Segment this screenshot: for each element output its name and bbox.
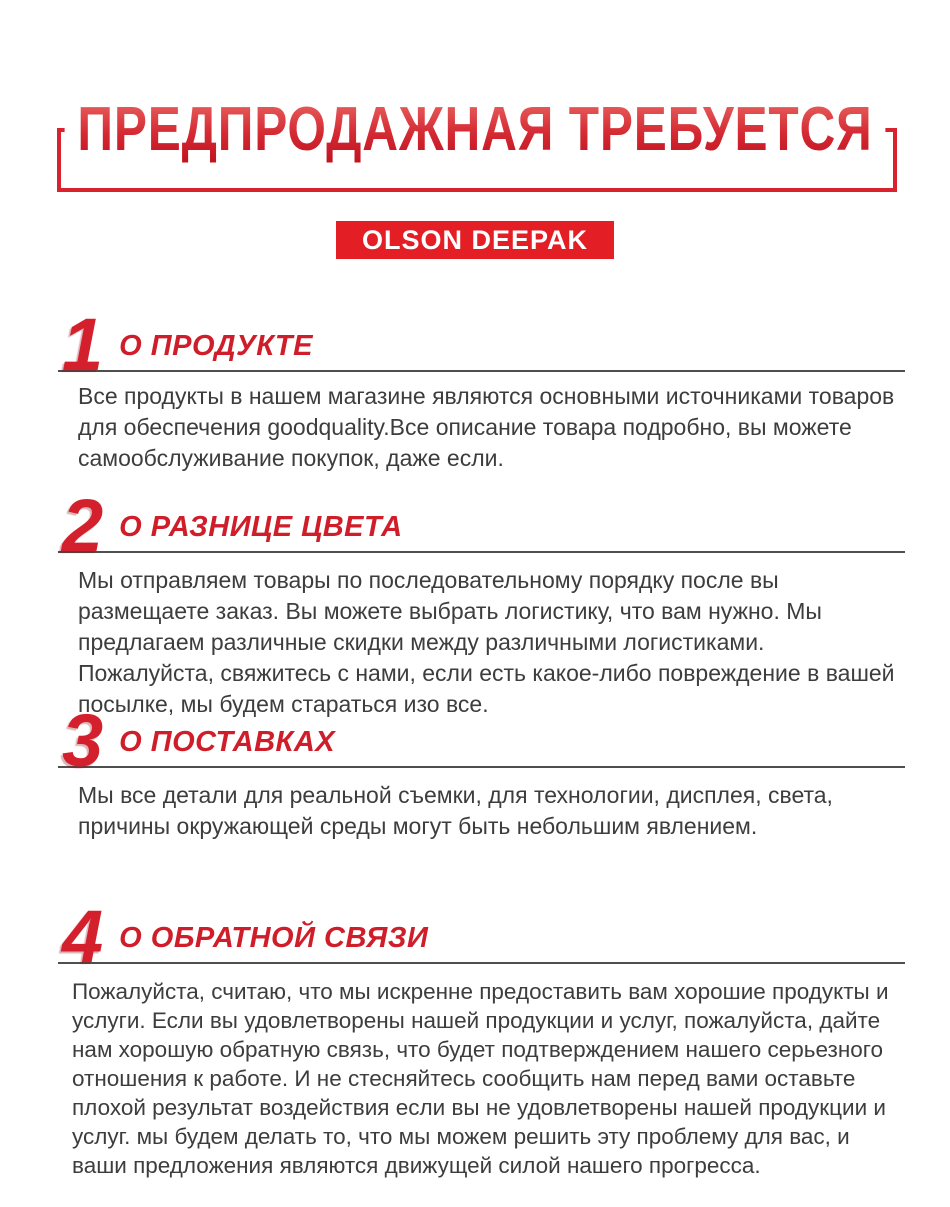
section-body: Мы отправляем товары по последовательному порядку после вы размещаете заказ. Вы можете выбрать логистику, что вам нужно. Мы предлагаем различные скидки между различными логистиками. Пожалуйста, свяжитесь с нами, если есть какое-либо повреждение в вашей посылке, мы будем стараться изо все.: [78, 567, 895, 717]
info-section: [58, 699, 905, 842]
section-number: 3: [62, 699, 104, 782]
info-section: [58, 895, 905, 1180]
section-number: 4: [62, 895, 104, 978]
section-header: [58, 303, 905, 386]
section-header: [58, 484, 905, 567]
section-heading: О ОБРАТНОЙ СВЯЗИ: [119, 922, 429, 954]
brand-badge: OLSON DEEPAK: [336, 221, 614, 259]
section-header: [58, 699, 905, 782]
section-body: Пожалуйста, считаю, что мы искренне предоставить вам хорошие продукты и услуги. Если вы удовлетворены нашей продукции и услуг, пожалуйста, дайте нам хорошую обратную связь, что будет подтверждением нашего серьезного отношения к работе. И не стесняйтесь сообщить нам перед вами оставьте плохой результат воздействия если вы не удовлетворены нашей продукции и услуг. мы будем делать то, что мы можем решить эту проблему для вас, и ваши предложения являются движущей силой нашего прогресса.: [72, 979, 889, 1178]
section-heading: О ПОСТАВКАХ: [119, 726, 336, 758]
info-section: [58, 303, 905, 474]
section-body: Мы все детали для реальной съемки, для технологии, дисплея, света, причины окружающей среды могут быть небольшим явлением.: [78, 782, 833, 839]
section-number: 2: [62, 484, 104, 567]
section-header: [58, 895, 905, 978]
section-heading: О РАЗНИЦЕ ЦВЕТА: [119, 511, 403, 543]
info-section: [58, 484, 905, 720]
section-number: 1: [62, 303, 104, 386]
section-heading: О ПРОДУКТЕ: [119, 330, 313, 362]
section-body: Все продукты в нашем магазине являются основными источниками товаров для обеспечения goodquality.Все описание товара подробно, вы можете самообслуживание покупок, даже если.: [78, 383, 895, 471]
page-title-text: ПРЕДПРОДАЖНАЯ ТРЕБУЕТСЯ: [77, 95, 873, 164]
